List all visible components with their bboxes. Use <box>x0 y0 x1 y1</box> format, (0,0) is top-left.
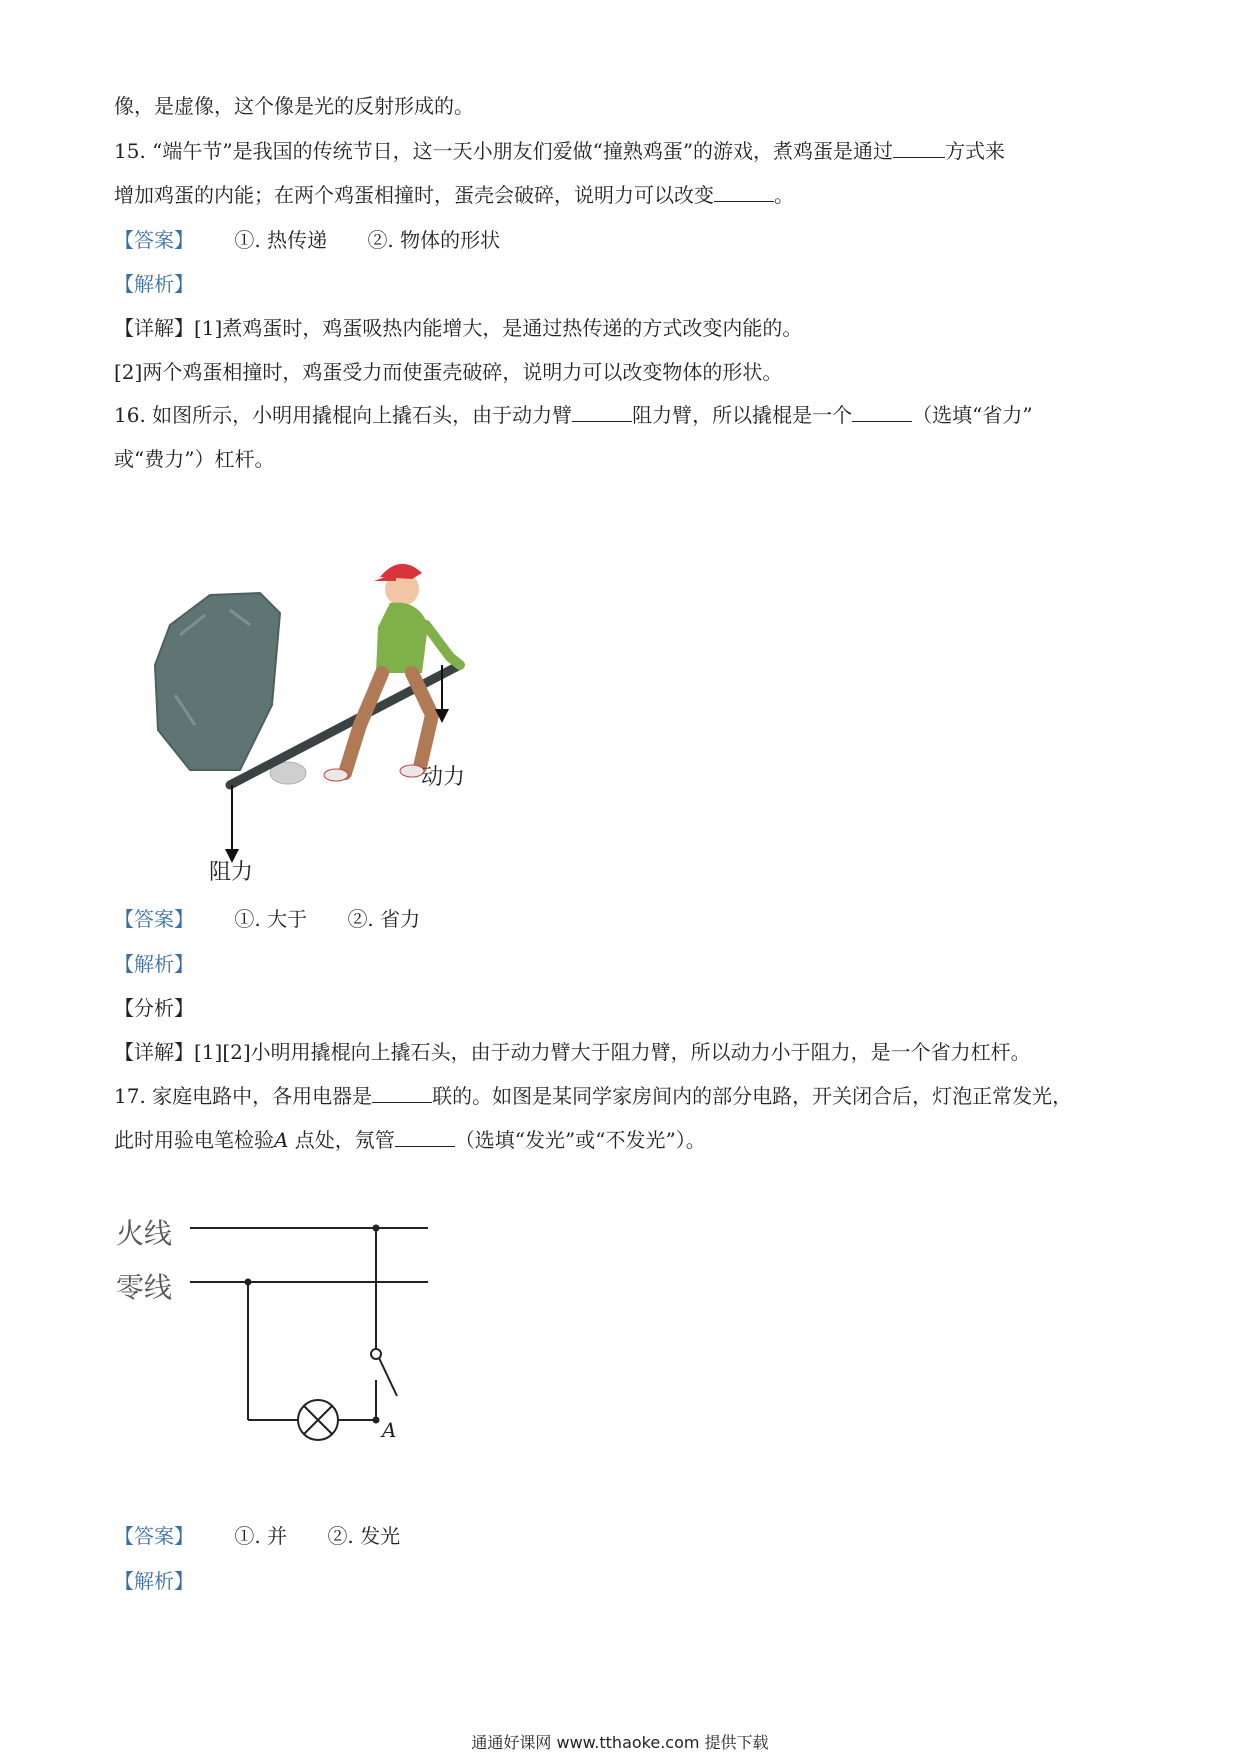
point-a-label: A <box>382 1418 397 1442</box>
neutral-wire-label: 零线 <box>116 1271 173 1304</box>
q16-blank-1 <box>572 403 632 422</box>
live-wire-label: 火线 <box>116 1217 173 1250</box>
answer-item-1: ①. 热传递 <box>234 228 328 252</box>
answer-tag: 【答案】 <box>114 907 194 931</box>
q15-blank-2 <box>714 183 774 202</box>
resist-label: 阻力 <box>209 860 254 885</box>
q17-answer <box>114 1522 1134 1550</box>
shoe-left <box>324 769 348 781</box>
q15-text-b: 方式来 <box>945 139 1006 163</box>
rock-shape <box>155 593 280 770</box>
q16-detail: 【详解】[1][2]小明用撬棍向上撬石头，由于动力臂大于阻力臂，所以动力小于阻力，是一个省力杠杆。 <box>114 1040 1031 1064</box>
q15-analysis-tag: 【解析】 <box>114 272 194 296</box>
q15-text-c: 增加鸡蛋的内能；在两个鸡蛋相撞时，蛋壳会破碎，说明力可以改变 <box>114 183 714 207</box>
switch-blade <box>379 1358 397 1396</box>
q17-text-b: 联的。如图是某同学家房间内的部分电路，开关闭合后，灯泡正常发光， <box>432 1084 1073 1108</box>
q15-line2 <box>114 181 1134 209</box>
q16-answer <box>114 905 1134 933</box>
answer-item-2: ②. 发光 <box>327 1524 401 1548</box>
q16-line1 <box>114 401 1134 429</box>
person-arm <box>426 625 460 665</box>
q17-text-c: 此时用验电笔检验 <box>114 1128 274 1152</box>
q15-detail-1: 【详解】[1]煮鸡蛋时，鸡蛋吸热内能增大，是通过热传递的方式改变内能的。 <box>114 316 803 340</box>
q17-blank-2 <box>395 1128 455 1147</box>
answer-item-1: ①. 大于 <box>234 907 308 931</box>
q16-text-a: 16. 如图所示，小明用撬棍向上撬石头，由于动力臂 <box>114 403 573 427</box>
q16-blank-2 <box>852 403 912 422</box>
answer-item-2: ②. 省力 <box>347 907 421 931</box>
answer-tag: 【答案】 <box>114 228 194 252</box>
q16-fenxi: 【分析】 <box>114 996 194 1020</box>
q17-text-e: （选填“发光”或“不发光”）。 <box>454 1128 706 1152</box>
answer-tag: 【答案】 <box>114 1524 194 1548</box>
q16-text-c: （选填“省力” <box>912 403 1033 427</box>
person-shirt <box>376 602 428 673</box>
q16-line2: 或“费力”）杠杆。 <box>114 447 275 471</box>
q17-line2 <box>114 1126 1134 1154</box>
q15-answer <box>114 226 1134 254</box>
answer-item-2: ②. 物体的形状 <box>367 228 501 252</box>
q16-analysis-tag: 【解析】 <box>114 952 194 976</box>
q17-text-a: 17. 家庭电路中，各用电器是 <box>114 1084 373 1108</box>
paragraph-top: 像，是虚像，这个像是光的反射形成的。 <box>114 94 474 118</box>
q16-text-b: 阻力臂，所以撬棍是一个 <box>632 403 853 427</box>
answer-item-1: ①. 并 <box>234 1524 288 1548</box>
power-label: 动力 <box>421 765 466 790</box>
q17-point-a: A <box>274 1128 289 1152</box>
q15-blank-1 <box>893 139 945 158</box>
q15-line1 <box>114 137 1134 165</box>
q17-blank-1 <box>372 1084 432 1103</box>
q17-text-d: 点处，氖管 <box>288 1128 395 1152</box>
person-leg-right <box>412 673 432 767</box>
q15-text-d: 。 <box>774 183 794 207</box>
q15-detail-2: [2]两个鸡蛋相撞时，鸡蛋受力而使蛋壳破碎，说明力可以改变物体的形状。 <box>114 360 783 384</box>
circuit-figure <box>190 1210 440 1450</box>
q15-text-a: 15. “端午节”是我国的传统节日，这一天小朋友们爱做“撞熟鸡蛋”的游戏，煮鸡蛋是通过 <box>114 139 894 163</box>
switch-pivot <box>371 1349 381 1359</box>
q17-line1 <box>114 1082 1134 1110</box>
page-footer: 通通好课网 www.tthaoke.com 提供下载 <box>471 1733 769 1752</box>
q17-analysis-tag: 【解析】 <box>114 1569 194 1593</box>
lever-figure <box>150 555 480 895</box>
